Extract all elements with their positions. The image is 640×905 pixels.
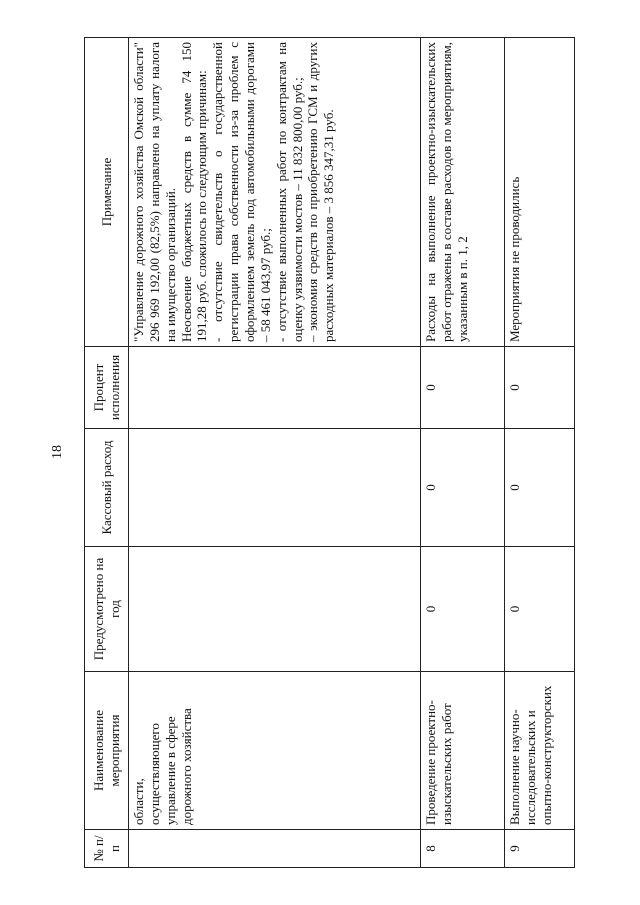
note-line: "Управление дорожного хозяйства Омской области" 296 969 192,00 (82,5%) направлено на уплату налога на имущество организаций.	[131, 42, 178, 342]
header-planned: Предусмотрено на год	[85, 547, 129, 672]
rotated-page	[40, 22, 600, 882]
row-name: Выполнение научно-исследовательских и опытно-конструкторских	[505, 672, 575, 830]
table-row	[129, 38, 421, 868]
note-line: Расходы на выполнение проектно-изыскательских работ отражены в составе расходов по мероприятиям, указанным в п. 1, 2	[423, 42, 470, 342]
header-percent: Процент исполнения	[85, 347, 129, 429]
note-line: - отсутствие выполненных работ по контрактам на оценку уязвимости мостов – 11 832 800,00 руб.;	[273, 42, 305, 342]
page-number: 18	[50, 445, 65, 459]
row-planned: 0	[421, 547, 505, 672]
row-cash: 0	[421, 429, 505, 547]
row-name: Проведение проектно-изыскательских работ	[421, 672, 505, 830]
row-name: области, осуществляющего управление в сфере дорожного хозяйства	[129, 672, 421, 830]
header-note: Примечание	[85, 38, 129, 347]
row-percent	[129, 347, 421, 429]
table-header	[85, 38, 129, 868]
row-num: 9	[505, 830, 575, 868]
note-line: – экономия средств по приобретению ГСМ и других расходных материалов – 3 856 347,31 руб.	[305, 42, 337, 342]
header-name: Наименование мероприятия	[85, 672, 129, 830]
note-line: Мероприятия не проводились	[507, 176, 522, 342]
table-row	[505, 38, 575, 868]
row-planned	[129, 547, 421, 672]
row-percent: 0	[505, 347, 575, 429]
execution-table	[84, 37, 575, 868]
row-planned: 0	[505, 547, 575, 672]
note-line: Неосвоение бюджетных средств в сумме 74 150 191,28 руб. сложилось по следующим причинам:	[178, 42, 210, 342]
row-note	[421, 38, 505, 347]
row-note	[129, 38, 421, 347]
row-num	[129, 830, 421, 868]
header-num: № п/п	[85, 830, 129, 868]
row-cash: 0	[505, 429, 575, 547]
row-cash	[129, 429, 421, 547]
note-line: - отсутствие свидетельств о государственной регистрации права собственности из-за проблем с оформлением земель под автомобильными дорогами – 58 461 043,97 руб.;	[210, 42, 273, 342]
row-num: 8	[421, 830, 505, 868]
header-cash: Кассовый расход	[85, 429, 129, 547]
row-percent: 0	[421, 347, 505, 429]
table-row	[421, 38, 505, 868]
row-note	[505, 38, 575, 347]
